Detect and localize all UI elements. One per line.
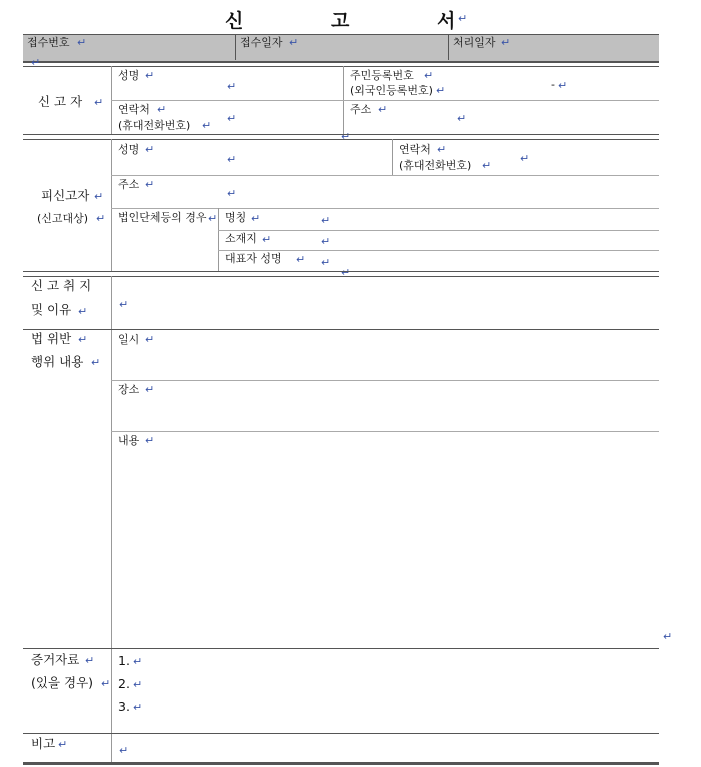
paragraph-mark: ↵ bbox=[501, 36, 511, 49]
violation-datetime-label: 일시 bbox=[118, 333, 140, 346]
evidence-item-1[interactable]: 1. bbox=[118, 653, 130, 668]
paragraph-mark: ↵ bbox=[437, 143, 447, 156]
paragraph-mark: ↵ bbox=[85, 654, 95, 667]
paragraph-mark: ↵ bbox=[78, 333, 88, 346]
evidence-item-3[interactable]: 3. bbox=[118, 699, 130, 714]
paragraph-mark: ↵ bbox=[101, 677, 111, 690]
process-date-label: 처리일자 bbox=[453, 36, 496, 49]
corp-location-field[interactable]: ↵ bbox=[321, 235, 331, 248]
reason-field[interactable]: ↵ bbox=[119, 298, 129, 311]
paragraph-mark: ↵ bbox=[424, 69, 434, 82]
remarks-field[interactable]: ↵ bbox=[119, 744, 129, 757]
reported-mobile-label: (휴대전화번호) bbox=[399, 159, 472, 172]
paragraph-mark: ↵ bbox=[341, 266, 351, 279]
paragraph-mark: ↵ bbox=[91, 356, 101, 369]
reporter-foreign-id-label: (외국인등록번호) bbox=[350, 84, 433, 97]
corp-location-label: 소재지 bbox=[225, 232, 257, 245]
reported-target-label: (신고대상) bbox=[37, 212, 89, 225]
violation-datetime-field[interactable]: ↵ bbox=[145, 333, 155, 346]
evidence-item-2[interactable]: 2. bbox=[118, 676, 130, 691]
corp-rep-label: 대표자 성명 bbox=[225, 252, 282, 265]
header-row bbox=[23, 34, 659, 62]
reporter-contact-label: 연락처 bbox=[118, 103, 150, 116]
violation-place-label: 장소 bbox=[118, 383, 140, 396]
paragraph-mark: ↵ bbox=[133, 678, 143, 691]
reason-label: 신 고 취 지 bbox=[31, 278, 92, 293]
paragraph-mark: ↵ bbox=[208, 212, 218, 225]
paragraph-mark: ↵ bbox=[482, 159, 492, 172]
paragraph-mark: ↵ bbox=[145, 178, 155, 191]
paragraph-mark: ↵ bbox=[58, 738, 68, 751]
title-char-2: 고 bbox=[331, 10, 350, 32]
paragraph-mark: ↵ bbox=[157, 103, 167, 116]
paragraph-mark: ↵ bbox=[96, 212, 106, 225]
corp-name-field[interactable]: ↵ bbox=[321, 214, 331, 227]
reporter-contact-field[interactable]: ↵ bbox=[227, 112, 237, 125]
paragraph-mark: ↵ bbox=[133, 655, 143, 668]
paragraph-mark: ↵ bbox=[289, 36, 299, 49]
paragraph-mark: ↵ bbox=[341, 130, 351, 143]
reported-contact-field[interactable]: ↵ bbox=[520, 152, 530, 165]
reporter-mobile-label: (휴대전화번호) bbox=[118, 119, 191, 132]
paragraph-mark: ↵ bbox=[145, 69, 155, 82]
violation-label: 법 위반 bbox=[31, 331, 72, 346]
paragraph-mark: ↵ bbox=[94, 96, 104, 109]
paragraph-mark: ↵ bbox=[133, 701, 143, 714]
paragraph-mark: ↵ bbox=[436, 84, 446, 97]
title-char-1: 신 bbox=[225, 10, 244, 32]
table-bottom-border bbox=[23, 762, 659, 765]
evidence-label-2: (있을 경우) bbox=[31, 675, 94, 690]
corp-name-label: 명칭 bbox=[225, 211, 247, 224]
reported-address-field[interactable]: ↵ bbox=[227, 187, 237, 200]
paragraph-mark: ↵ bbox=[145, 143, 155, 156]
violation-label-2: 행위 내용 bbox=[31, 354, 84, 369]
paragraph-mark: ↵ bbox=[31, 56, 41, 69]
reporter-id-label: 주민등록번호 bbox=[350, 69, 414, 82]
paragraph-mark: ↵ bbox=[378, 103, 388, 116]
reported-address-label: 주소 bbox=[118, 178, 140, 191]
reporter-address-label: 주소 bbox=[350, 103, 372, 116]
paragraph-mark: ↵ bbox=[458, 12, 468, 25]
reason-label-2: 및 이유 bbox=[31, 302, 72, 317]
reporter-label: 신 고 자 bbox=[38, 94, 83, 109]
receipt-number-label: 접수번호 bbox=[27, 36, 70, 49]
title-char-3: 서 bbox=[437, 10, 456, 32]
reported-name-field[interactable]: ↵ bbox=[227, 153, 237, 166]
paragraph-mark: ↵ bbox=[78, 305, 88, 318]
violation-content-field[interactable]: ↵ bbox=[145, 434, 155, 447]
violation-content-label: 내용 bbox=[118, 434, 140, 447]
paragraph-mark: ↵ bbox=[251, 212, 261, 225]
receipt-date-label: 접수일자 bbox=[240, 36, 283, 49]
reporter-name-field[interactable]: ↵ bbox=[227, 80, 237, 93]
corp-rep-field[interactable]: ↵ bbox=[321, 256, 331, 269]
paragraph-mark: ↵ bbox=[262, 233, 272, 246]
reporter-id-dash[interactable]: - bbox=[551, 78, 555, 91]
reporter-address-field[interactable]: ↵ bbox=[457, 112, 467, 125]
paragraph-mark: ↵ bbox=[663, 630, 673, 643]
paragraph-mark: ↵ bbox=[94, 190, 104, 203]
reported-name-label: 성명 bbox=[118, 143, 140, 156]
violation-place-field[interactable]: ↵ bbox=[145, 383, 155, 396]
evidence-label: 증거자료 bbox=[31, 652, 80, 667]
paragraph-mark: ↵ bbox=[202, 119, 212, 132]
reported-contact-label: 연락처 bbox=[399, 143, 431, 156]
corp-case-label: 법인단체등의 경우 bbox=[118, 211, 207, 224]
reported-label: 피신고자 bbox=[41, 188, 90, 203]
paragraph-mark: ↵ bbox=[77, 36, 87, 49]
paragraph-mark: ↵ bbox=[296, 253, 306, 266]
remarks-label: 비고 bbox=[31, 736, 56, 751]
reporter-name-label: 성명 bbox=[118, 69, 140, 82]
paragraph-mark: ↵ bbox=[558, 79, 568, 92]
